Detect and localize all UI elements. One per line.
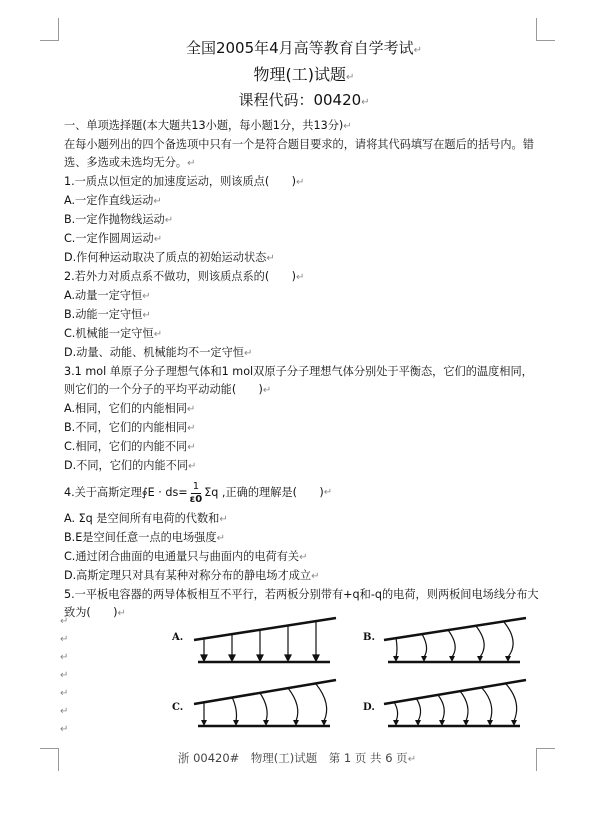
question-1-option-d: D.作何种运动取决了质点的初始运动状态↵ [64, 251, 275, 264]
course-code: 课程代码：00420↵ [238, 91, 370, 109]
page-footer: 浙 00420# 物理(工)试题 第 1 页 共 6 页↵ [177, 751, 417, 765]
question-2-option-b: B.动能一定守恒↵ [64, 308, 151, 321]
section-heading: 一、单项选择题(本大题共13小题，每小题1分，共13分)↵ [64, 119, 352, 132]
question-2-stem: 2.若外力对质点系不做功，则该质点系的( )↵ [64, 270, 305, 283]
figure-d-field-lines [380, 678, 530, 734]
question-2-option-c: C.机械能一定守恒↵ [64, 327, 163, 340]
crop-mark-top-left [40, 18, 59, 41]
question-4-option-c: C.通过闭合曲面的电通量只与曲面内的电荷有关↵ [64, 550, 308, 563]
upper-plate [384, 618, 526, 640]
question-4-option-a: A. Σq 是空间所有电荷的代数和↵ [64, 512, 228, 525]
question-4-option-b: B.E是空间任意一点的电场强度↵ [64, 531, 225, 544]
question-1-option-a: A.一定作直线运动↵ [64, 194, 162, 207]
question-2-option-a: A.动量一定守恒↵ [64, 289, 151, 302]
question-2-option-d: D.动量、动能、机械能均不一定守恒↵ [64, 346, 253, 359]
question-4-stem: 4.关于高斯定理∮E · ds= $\frac{1}{\varepsilon 0}$ Σq ,正确的理解是( ) ↵ [64, 480, 333, 505]
figure-b-label: B. [363, 632, 375, 643]
question-3-option-b: B.不同，它们的内能相同↵ [64, 421, 196, 434]
figure-c-label: C. [172, 702, 184, 713]
gauss-fraction: $\frac{1}{\varepsilon 0}$ [189, 480, 203, 505]
question-1-option-c: C.一定作圆周运动↵ [64, 232, 163, 245]
figure-a-label: A. [172, 632, 184, 643]
exam-title: 全国2005年4月高等教育自学考试↵ [185, 39, 423, 57]
question-5-figures [60, 616, 540, 746]
exam-subtitle: 物理(工)试题↵ [253, 65, 355, 84]
upper-plate [194, 618, 336, 640]
question-1-option-b: B.一定作抛物线运动↵ [64, 213, 174, 226]
upper-plate [194, 680, 336, 704]
upper-plate [384, 680, 526, 704]
question-5-stem: 5.一平板电容器的两导体板相互不平行，若两板分别带有+q和-q的电荷，则两板间电场线分布大致为( )↵ [64, 588, 539, 619]
question-3-option-c: C.相同，它们的内能不同↵ [64, 440, 196, 453]
question-1-stem: 1.一质点以恒定的加速度运动，则该质点( )↵ [64, 175, 305, 188]
document-page [64, 38, 544, 623]
paragraph-marks: ↵ ↵ ↵ ↵ ↵ ↵ ↵ [60, 616, 69, 735]
figure-b-field-lines [380, 616, 530, 672]
figure-d-label: D. [363, 702, 375, 713]
figure-c-field-lines [190, 678, 340, 734]
question-3-option-a: A.相同，它们的内能相同↵ [64, 402, 196, 415]
question-3-option-d: D.不同，它们的内能不同↵ [64, 459, 197, 472]
question-4-option-d: D.高斯定理只对具有某种对称分布的静电场才成立↵ [64, 569, 320, 582]
section-instruction: 在每小题列出的四个备选项中只有一个是符合题目要求的，请将其代码填写在题后的括号内。错选、多选或未选均无分。↵ [64, 138, 534, 169]
question-3-stem: 3.1 mol 单原子分子理想气体和1 mol双原子分子理想气体分别处于平衡态，它们的温度相同，则它们的一个分子的平均平动动能( )↵ [64, 365, 533, 396]
figure-a-field-lines [190, 616, 340, 672]
